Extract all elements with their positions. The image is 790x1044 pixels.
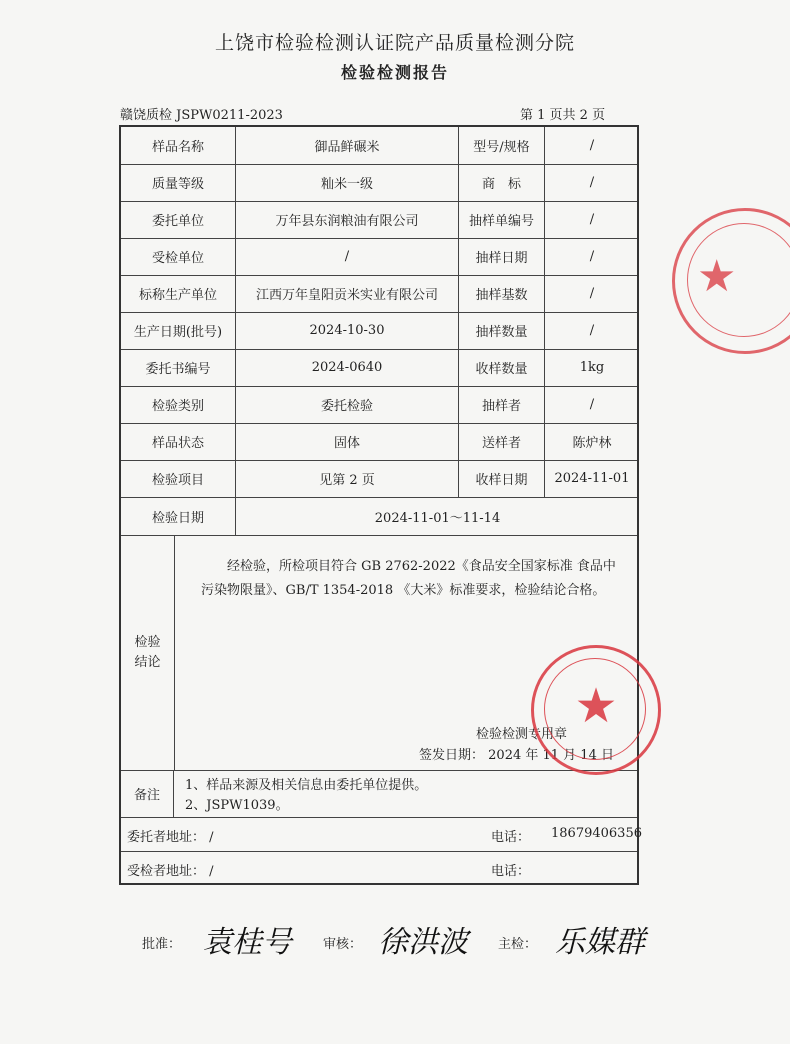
field-value: / (589, 397, 595, 412)
client-phone-value: 18679406356 (551, 826, 642, 841)
table-row (121, 349, 637, 387)
field-label: 检验项目 (121, 460, 236, 497)
inspection-date-label: 检验日期 (121, 497, 236, 535)
lead-signature: 乐媒群 (555, 925, 645, 960)
field-value: 御品鲜碾米 (236, 127, 459, 164)
approve-label: 批准： (142, 937, 182, 952)
field-value: 2024-10-30 (236, 312, 459, 349)
table-row (121, 238, 637, 276)
field-label: 样品状态 (121, 423, 236, 460)
table-row (121, 127, 637, 165)
note-item: 2、JSPW1039。 (185, 798, 289, 813)
field-label: 收样日期 (459, 460, 545, 497)
seal-caption: 检验检测专用章 (476, 727, 568, 742)
field-label: 生产日期(批号) (121, 312, 236, 349)
client-address-row (121, 817, 642, 852)
table-row (121, 423, 637, 461)
conclusion-section (121, 535, 637, 771)
field-value: 见第 2 页 (236, 460, 459, 497)
note-item: 1、样品来源及相关信息由委托单位提供。 (185, 778, 428, 793)
inspected-address-value: / (209, 864, 214, 879)
client-phone-label: 电话： (491, 830, 531, 845)
inspected-address (127, 860, 214, 879)
field-value: / (236, 238, 459, 275)
inspection-seal (531, 645, 661, 775)
field-label: 抽样数量 (459, 312, 545, 349)
field-value: 1kg (579, 360, 605, 375)
field-value: 万年县东润粮油有限公司 (236, 201, 459, 238)
report-table (119, 125, 642, 885)
client-address-label: 委托者地址： (127, 830, 206, 845)
field-value: / (589, 212, 595, 227)
notes-list (185, 776, 427, 816)
notes-label: 备注 (121, 770, 174, 817)
field-value: / (589, 286, 595, 301)
table-row (121, 275, 637, 313)
field-value: / (589, 323, 595, 338)
notes-row (121, 770, 637, 818)
institution-name: 上饶市检验检测认证院产品质量检测分院 (214, 32, 575, 54)
inspected-address-row (121, 851, 637, 885)
field-label: 抽样者 (459, 386, 545, 423)
field-label: 委托单位 (121, 201, 236, 238)
field-value: 2024-11-01 (554, 471, 630, 486)
field-label: 收样数量 (459, 349, 545, 386)
field-value: / (589, 249, 595, 264)
field-value: 委托检验 (236, 386, 459, 423)
report-title: 检验检测报告 (340, 63, 449, 82)
table-row (121, 201, 637, 239)
page-info: 第 1 页共 2 页 (520, 108, 606, 123)
field-value: 固体 (236, 423, 459, 460)
field-value: / (589, 175, 595, 190)
field-label: 质量等级 (121, 164, 236, 201)
lead-label: 主检： (498, 937, 538, 952)
conclusion-label-line1: 检验 (134, 634, 161, 650)
field-label: 受检单位 (121, 238, 236, 275)
field-label: 委托书编号 (121, 349, 236, 386)
issue-date-label: 签发日期： (419, 748, 485, 763)
field-label: 抽样日期 (459, 238, 545, 275)
table-row (121, 386, 637, 424)
field-value: 2024-0640 (236, 349, 459, 386)
conclusion-label (121, 535, 175, 770)
field-label: 样品名称 (121, 127, 236, 164)
field-label: 商 标 (459, 164, 545, 201)
field-value: 陈炉林 (572, 436, 612, 451)
table-row (121, 460, 637, 498)
table-row (121, 164, 637, 202)
field-label: 标称生产单位 (121, 275, 236, 312)
review-signature: 徐洪波 (378, 925, 468, 960)
conclusion-label-line2: 结论 (134, 654, 161, 670)
seal-star-icon: ★ (574, 678, 618, 734)
client-address-value: / (209, 830, 214, 845)
inspected-address-label: 受检者地址： (127, 864, 206, 879)
field-label: 抽样基数 (459, 275, 545, 312)
inspection-date-row (121, 497, 637, 536)
signature-block (0, 917, 790, 977)
field-label: 检验类别 (121, 386, 236, 423)
approve-signature: 袁桂号 (202, 925, 292, 960)
conclusion-text: 经检验，所检项目符合 GB 2762-2022《食品安全国家标准 食品中污染物限量》、GB/T 1354-2018 《大米》标准要求，检验结论合格。 (201, 559, 616, 598)
field-label: 抽样单编号 (459, 201, 545, 238)
field-label: 型号/规格 (459, 127, 545, 164)
edge-seal-star-icon: ★ (697, 251, 737, 302)
field-value: / (589, 138, 595, 153)
field-value: 江西万年皇阳贡米实业有限公司 (236, 275, 459, 312)
table-row (121, 312, 637, 350)
edge-seal (672, 208, 790, 354)
client-address (127, 826, 214, 845)
field-label: 送样者 (459, 423, 545, 460)
issue-date-value: 2024 年 11 月 14 日 (488, 748, 614, 763)
review-label: 审核： (323, 937, 363, 952)
inspected-phone-label: 电话： (491, 864, 531, 879)
field-value: 籼米一级 (236, 164, 459, 201)
inspection-date-value: 2024-11-01～11-14 (374, 510, 501, 526)
doc-number: 赣饶质检 JSPW0211-2023 (120, 108, 283, 123)
